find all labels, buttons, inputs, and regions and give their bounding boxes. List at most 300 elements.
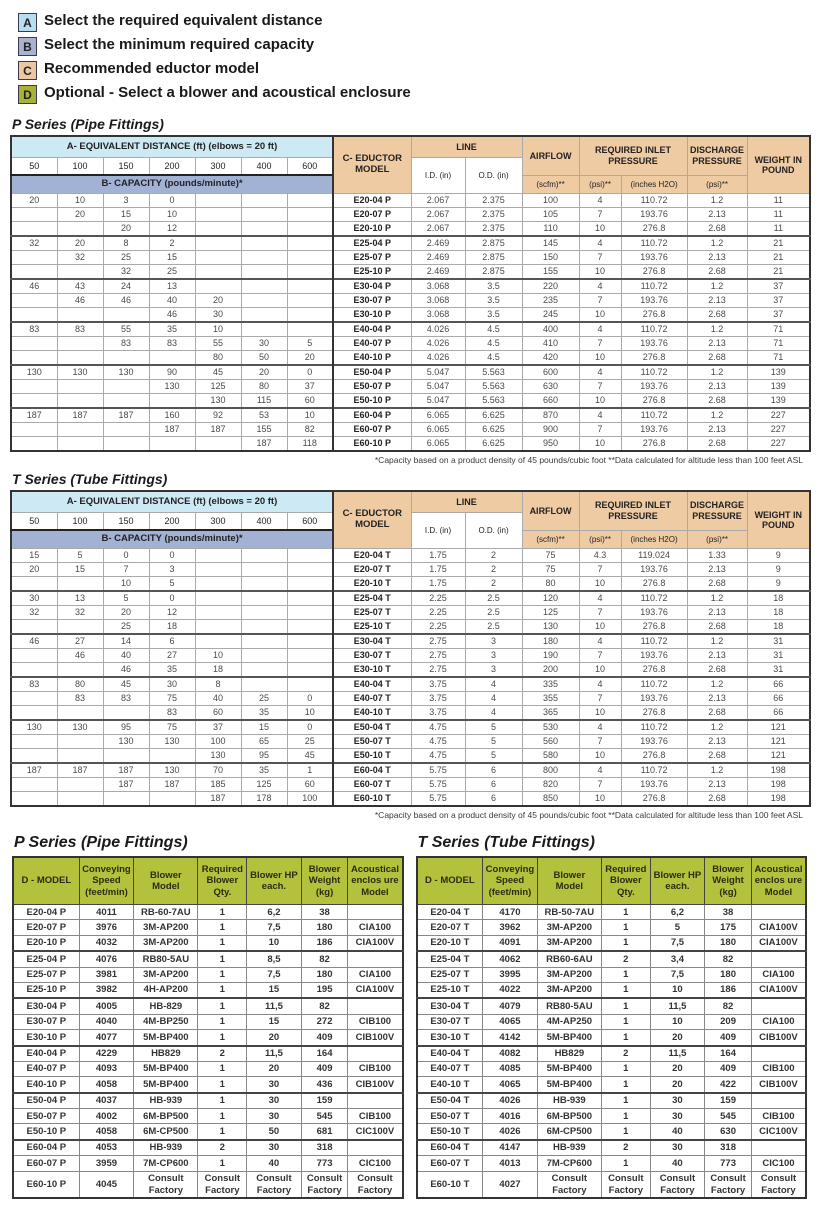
table-cell: [287, 663, 333, 678]
table-cell: 2.25: [411, 591, 465, 606]
table-cell: 545: [705, 1109, 752, 1124]
table-cell: 198: [747, 778, 810, 792]
table-cell: 20: [241, 365, 287, 380]
p-series-spec-table: [10, 135, 811, 452]
table-cell: 193.76: [621, 380, 687, 394]
table-cell: 11,5: [247, 998, 302, 1014]
table-cell: Consult Factory: [198, 1171, 247, 1198]
acoustical-enclosure-header: Acoustical enclos ure Model: [348, 857, 403, 905]
table-cell: 3959: [79, 1156, 134, 1171]
table-cell: 2.68: [687, 749, 747, 764]
table-cell: 4053: [79, 1140, 134, 1156]
table-cell: 14: [103, 634, 149, 649]
table-cell: E25-04 T: [333, 591, 411, 606]
table-cell: [195, 251, 241, 265]
table-cell: 15: [103, 208, 149, 222]
table-cell: 75: [522, 563, 579, 577]
capacity-header: B- CAPACITY (pounds/minute)*: [11, 530, 333, 549]
table-row: [13, 1140, 403, 1156]
table-cell: 100: [522, 194, 579, 208]
table-cell: 2: [601, 1140, 650, 1156]
table-cell: 2.5: [465, 606, 522, 620]
legend-badge-b: B: [18, 37, 37, 56]
weight-header: WEIGHT IN POUND: [747, 491, 810, 549]
table-cell: 30: [149, 677, 195, 692]
table-cell: E25-07 P: [333, 251, 411, 265]
table-cell: CIB100: [751, 1061, 806, 1076]
table-cell: 5M-BP400: [134, 1061, 198, 1076]
table-cell: [103, 394, 149, 409]
table-cell: Consult Factory: [537, 1171, 601, 1198]
table-cell: E30-07 T: [333, 649, 411, 663]
table-cell: 20: [247, 1061, 302, 1076]
table-row: [11, 423, 810, 437]
table-cell: 130: [149, 380, 195, 394]
table-cell: 1: [198, 1030, 247, 1046]
table-cell: 110.72: [621, 720, 687, 735]
inlet-psi-header: (psi)**: [579, 530, 621, 549]
table-cell: [241, 308, 287, 323]
table-cell: [751, 1046, 806, 1062]
table-cell: 82: [301, 998, 348, 1014]
table-cell: 4037: [79, 1093, 134, 1109]
conveying-speed-header: Conveying Speed (feet/min): [483, 857, 538, 905]
table-cell: E60-07 P: [333, 423, 411, 437]
table-cell: 4027: [483, 1171, 538, 1198]
table-cell: 1.2: [687, 634, 747, 649]
table-cell: 160: [149, 408, 195, 423]
table-cell: 1: [601, 1124, 650, 1140]
table-cell: 0: [287, 720, 333, 735]
table-cell: 580: [522, 749, 579, 764]
table-cell: 209: [705, 1014, 752, 1029]
table-row: [11, 265, 810, 280]
table-cell: [287, 649, 333, 663]
table-cell: 130: [149, 763, 195, 778]
table-row: [11, 649, 810, 663]
table-cell: 1: [287, 763, 333, 778]
table-cell: 40: [195, 692, 241, 706]
table-cell: 4.75: [411, 720, 465, 735]
table-cell: CIB100V: [751, 1077, 806, 1093]
table-cell: 4005: [79, 998, 134, 1014]
table-cell: CIA100: [751, 967, 806, 982]
table-cell: 121: [747, 749, 810, 764]
table-cell: 4: [579, 408, 621, 423]
table-cell: 276.8: [621, 792, 687, 807]
table-row: [417, 951, 807, 967]
table-cell: 276.8: [621, 351, 687, 366]
table-cell: [751, 1140, 806, 1156]
table-cell: 30: [247, 1109, 302, 1124]
table-cell: 46: [11, 634, 57, 649]
table-cell: [195, 279, 241, 294]
table-cell: E30-07 P: [333, 294, 411, 308]
table-cell: 4.026: [411, 337, 465, 351]
table-cell: 60: [195, 706, 241, 721]
table-cell: 187: [57, 408, 103, 423]
table-cell: E30-04 P: [333, 279, 411, 294]
table-cell: 2.68: [687, 222, 747, 237]
table-cell: 3M-AP200: [537, 982, 601, 998]
table-cell: [11, 294, 57, 308]
table-cell: 15: [149, 251, 195, 265]
table-row: [13, 951, 403, 967]
table-cell: 3.068: [411, 294, 465, 308]
distance-col-400: 400: [241, 158, 287, 176]
table-cell: 110.72: [621, 365, 687, 380]
table-cell: [287, 236, 333, 251]
legend-item-b: [18, 36, 809, 56]
table-cell: 45: [287, 749, 333, 764]
table-cell: 130: [149, 735, 195, 749]
table-cell: [149, 437, 195, 452]
table-cell: 20: [247, 1030, 302, 1046]
table-row: [11, 663, 810, 678]
table-cell: 50: [247, 1124, 302, 1140]
table-cell: 409: [705, 1061, 752, 1076]
table-cell: 10: [579, 308, 621, 323]
table-cell: 2.375: [465, 208, 522, 222]
blower-table-t-column: [416, 824, 808, 1199]
table-cell: 139: [747, 394, 810, 409]
blower-weight-header: Blower Weight (kg): [301, 857, 348, 905]
table-cell: 10: [149, 208, 195, 222]
table-cell: 150: [522, 251, 579, 265]
table-cell: 4058: [79, 1124, 134, 1140]
table-cell: 3.5: [465, 279, 522, 294]
table-cell: CIA100V: [348, 982, 403, 998]
table-cell: 2: [601, 1046, 650, 1062]
table-cell: 2.067: [411, 222, 465, 237]
table-cell: 125: [522, 606, 579, 620]
airflow-units-header: (scfm)**: [522, 175, 579, 194]
table-cell: 5M-BP400: [134, 1077, 198, 1093]
table-cell: 2: [465, 577, 522, 592]
p-series-blower-body: [13, 905, 403, 1199]
table-cell: 820: [522, 778, 579, 792]
table-cell: 0: [103, 549, 149, 563]
table-cell: 2.13: [687, 735, 747, 749]
table-cell: 40: [650, 1156, 705, 1171]
table-cell: 4062: [483, 951, 538, 967]
table-row: [417, 935, 807, 951]
table-cell: [241, 591, 287, 606]
distance-col-400: 400: [241, 513, 287, 531]
table-cell: 400: [522, 322, 579, 337]
table-cell: 5M-BP400: [537, 1061, 601, 1076]
table-cell: [11, 423, 57, 437]
table-cell: 436: [301, 1077, 348, 1093]
table-cell: HB-939: [134, 1093, 198, 1109]
table-cell: 25: [103, 251, 149, 265]
table-cell: 2.469: [411, 265, 465, 280]
table-cell: 70: [195, 763, 241, 778]
table-cell: 4.026: [411, 351, 465, 366]
table-cell: 3995: [483, 967, 538, 982]
table-cell: 1: [198, 982, 247, 998]
table-cell: 7,5: [247, 967, 302, 982]
table-cell: [57, 351, 103, 366]
table-cell: 6.065: [411, 408, 465, 423]
discharge-psi-header: (psi)**: [687, 530, 747, 549]
table-row: [13, 1014, 403, 1029]
table-cell: Consult Factory: [751, 1171, 806, 1198]
table-cell: 4045: [79, 1171, 134, 1198]
table-cell: 25: [241, 692, 287, 706]
table-cell: 35: [149, 663, 195, 678]
table-cell: 55: [103, 322, 149, 337]
table-cell: 4022: [483, 982, 538, 998]
table-cell: 560: [522, 735, 579, 749]
table-cell: 25: [287, 735, 333, 749]
table-cell: 10: [579, 663, 621, 678]
conveying-speed-header: Conveying Speed (feet/min): [79, 857, 134, 905]
table-row: [417, 1046, 807, 1062]
table-cell: 272: [301, 1014, 348, 1029]
table-cell: 3.75: [411, 692, 465, 706]
table-cell: 2.375: [465, 194, 522, 208]
table-cell: 773: [705, 1156, 752, 1171]
table-cell: 4013: [483, 1156, 538, 1171]
table-cell: E60-07 T: [417, 1156, 483, 1171]
table-cell: [57, 423, 103, 437]
table-cell: 4M-AP250: [537, 1014, 601, 1029]
table-cell: 276.8: [621, 620, 687, 635]
table-cell: [195, 208, 241, 222]
table-cell: RB-60-7AU: [134, 905, 198, 920]
table-cell: 15: [247, 1014, 302, 1029]
table-row: [11, 380, 810, 394]
table-cell: 8,5: [247, 951, 302, 967]
table-row: [11, 620, 810, 635]
table-cell: 5M-BP400: [134, 1030, 198, 1046]
table-row: [13, 1171, 403, 1198]
table-cell: HB-939: [537, 1140, 601, 1156]
table-cell: 18: [747, 606, 810, 620]
table-row: [11, 294, 810, 308]
table-cell: E50-10 P: [333, 394, 411, 409]
table-row: [13, 1156, 403, 1171]
table-row: [417, 1077, 807, 1093]
table-cell: E40-10 P: [333, 351, 411, 366]
table-cell: 130: [195, 749, 241, 764]
table-cell: 11: [747, 208, 810, 222]
table-cell: 3962: [483, 920, 538, 935]
eductor-model-header: C- EDUCTOR MODEL: [333, 136, 411, 194]
table-row: [417, 1156, 807, 1171]
table-cell: 71: [747, 322, 810, 337]
legend: [10, 6, 809, 110]
table-cell: 193.76: [621, 735, 687, 749]
table-cell: 13: [149, 279, 195, 294]
table-cell: 3: [465, 663, 522, 678]
table-cell: 4.75: [411, 735, 465, 749]
table-cell: 276.8: [621, 394, 687, 409]
table-cell: E25-10 T: [333, 620, 411, 635]
table-cell: [287, 251, 333, 265]
legend-badge-a: A: [18, 13, 37, 32]
table-cell: 2.68: [687, 620, 747, 635]
table-cell: 75: [149, 692, 195, 706]
table-row: [13, 1077, 403, 1093]
table-cell: 1.75: [411, 549, 465, 563]
table-cell: [241, 322, 287, 337]
table-row: [11, 408, 810, 423]
table-cell: [241, 279, 287, 294]
table-cell: CIA100: [751, 1014, 806, 1029]
table-cell: HB829: [537, 1046, 601, 1062]
table-cell: 1: [198, 935, 247, 951]
table-cell: [103, 792, 149, 807]
table-cell: 121: [747, 735, 810, 749]
table-cell: 83: [57, 322, 103, 337]
table-cell: 193.76: [621, 423, 687, 437]
table-cell: 155: [241, 423, 287, 437]
table-cell: E60-04 P: [333, 408, 411, 423]
table-cell: RB80-5AU: [134, 951, 198, 967]
table-cell: 2.875: [465, 265, 522, 280]
table-cell: [195, 265, 241, 280]
discharge-pressure-header: DISCHARGE PRESSURE: [687, 491, 747, 530]
table-cell: 40: [103, 649, 149, 663]
table-cell: 6M-CP500: [134, 1124, 198, 1140]
table-cell: 80: [522, 577, 579, 592]
table-cell: 35: [241, 706, 287, 721]
table-cell: 2.75: [411, 634, 465, 649]
table-cell: 2.75: [411, 663, 465, 678]
table-row: [11, 606, 810, 620]
table-cell: 95: [241, 749, 287, 764]
table-cell: Consult Factory: [705, 1171, 752, 1198]
table-cell: 15: [247, 982, 302, 998]
table-cell: 1: [601, 967, 650, 982]
table-cell: 3M-AP200: [134, 935, 198, 951]
table-cell: 30: [247, 1077, 302, 1093]
t-series-blower-table: [416, 856, 808, 1199]
table-cell: 37: [287, 380, 333, 394]
table-cell: 5.047: [411, 380, 465, 394]
table-cell: 2.067: [411, 194, 465, 208]
table-cell: 4170: [483, 905, 538, 920]
table-cell: 4: [465, 706, 522, 721]
blower-weight-header: Blower Weight (kg): [705, 857, 752, 905]
equivalent-distance-header: A- EQUIVALENT DISTANCE (ft) (elbows = 20 ft): [11, 491, 333, 513]
table-cell: E60-10 T: [417, 1171, 483, 1198]
table-cell: [751, 951, 806, 967]
table-cell: 139: [747, 380, 810, 394]
table-row: [13, 1109, 403, 1124]
table-cell: 10: [579, 437, 621, 452]
table-cell: E25-07 T: [417, 967, 483, 982]
table-cell: 130: [522, 620, 579, 635]
table-cell: E50-10 P: [13, 1124, 79, 1140]
table-cell: 80: [195, 351, 241, 366]
weight-header: WEIGHT IN POUND: [747, 136, 810, 194]
table-row: [13, 1030, 403, 1046]
table-cell: 3976: [79, 920, 134, 935]
table-cell: 185: [195, 778, 241, 792]
table-cell: E60-07 P: [13, 1156, 79, 1171]
table-cell: CIA100V: [751, 982, 806, 998]
table-cell: [195, 236, 241, 251]
table-cell: 130: [11, 720, 57, 735]
table-cell: 7M-CP600: [134, 1156, 198, 1171]
p-series-spec-body: [11, 194, 810, 452]
table-cell: E40-07 T: [417, 1061, 483, 1076]
table-row: [11, 563, 810, 577]
table-cell: 1.2: [687, 279, 747, 294]
blower-table-p-column: [12, 824, 404, 1199]
table-cell: 2.13: [687, 606, 747, 620]
table-cell: E30-04 P: [13, 998, 79, 1014]
table-cell: 6.065: [411, 423, 465, 437]
table-cell: 1: [601, 1109, 650, 1124]
table-cell: 2.13: [687, 563, 747, 577]
table-cell: 1.75: [411, 563, 465, 577]
table-cell: 46: [57, 294, 103, 308]
table-cell: E40-10 T: [333, 706, 411, 721]
table-cell: 20: [287, 351, 333, 366]
table-cell: 164: [705, 1046, 752, 1062]
table-cell: [11, 620, 57, 635]
table-cell: E25-04 P: [13, 951, 79, 967]
table-cell: [287, 222, 333, 237]
table-cell: E50-04 T: [417, 1093, 483, 1109]
table-cell: [103, 706, 149, 721]
legend-label-c: Recommended eductor model: [44, 60, 260, 77]
blower-t-title: T Series (Tube Fittings): [417, 834, 595, 851]
table-cell: 119.024: [621, 549, 687, 563]
table-cell: [11, 735, 57, 749]
table-cell: 2: [149, 236, 195, 251]
table-cell: 125: [241, 778, 287, 792]
table-cell: 83: [103, 692, 149, 706]
table-cell: [287, 308, 333, 323]
table-cell: 105: [522, 208, 579, 222]
table-cell: 227: [747, 437, 810, 452]
table-cell: E60-10 T: [333, 792, 411, 807]
table-cell: [195, 606, 241, 620]
table-cell: [103, 380, 149, 394]
line-header: LINE: [411, 136, 522, 158]
table-cell: 32: [11, 606, 57, 620]
table-cell: Consult Factory: [301, 1171, 348, 1198]
table-row: [11, 591, 810, 606]
table-cell: 37: [747, 308, 810, 323]
table-cell: 21: [747, 251, 810, 265]
table-cell: 30: [650, 1093, 705, 1109]
table-row: [417, 905, 807, 920]
table-row: [417, 1109, 807, 1124]
table-cell: 110.72: [621, 279, 687, 294]
distance-col-200: 200: [149, 513, 195, 531]
table-cell: 13: [57, 591, 103, 606]
table-cell: 4: [579, 634, 621, 649]
table-cell: 9: [747, 577, 810, 592]
table-cell: 3.068: [411, 279, 465, 294]
table-cell: 18: [747, 591, 810, 606]
table-cell: [57, 749, 103, 764]
table-cell: E25-10 P: [333, 265, 411, 280]
table-cell: HB-939: [537, 1093, 601, 1109]
table-row: [417, 1093, 807, 1109]
table-cell: CIA100V: [751, 935, 806, 951]
table-cell: 1: [601, 998, 650, 1014]
legend-item-a: [18, 12, 809, 32]
table-cell: 195: [301, 982, 348, 998]
table-cell: [149, 394, 195, 409]
